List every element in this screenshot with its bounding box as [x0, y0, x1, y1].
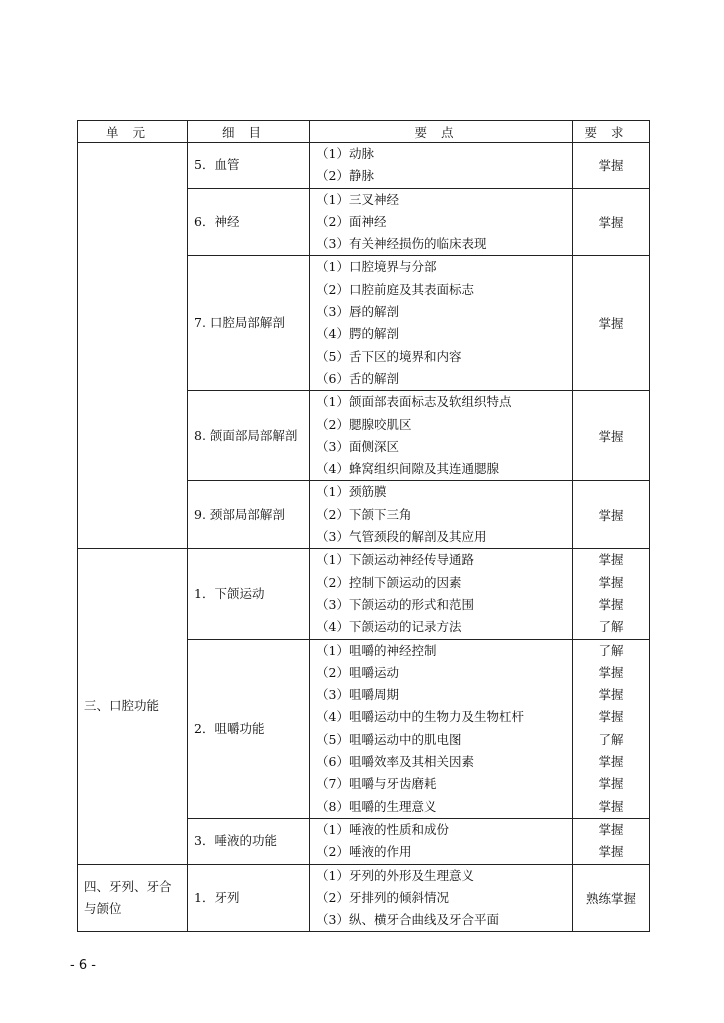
- point-item: （1）三叉神经: [316, 191, 399, 207]
- point-item: （1）唾液的性质和成份: [316, 821, 449, 837]
- requirement-cell: 熟练掌握: [573, 864, 650, 932]
- requirement-item: 了解: [598, 731, 624, 747]
- points-cell: [310, 818, 573, 864]
- requirement-cell: 掌握: [573, 481, 650, 549]
- unit-cell: 三、口腔功能: [78, 549, 188, 864]
- requirement-item: 掌握: [598, 709, 624, 725]
- requirement-item: 掌握: [598, 754, 624, 770]
- points-cell: [310, 391, 573, 481]
- point-item: （4）腭的解剖: [316, 326, 399, 342]
- header-unit: 单元: [78, 121, 188, 143]
- requirement-item: 了解: [598, 642, 624, 658]
- requirement-item: 掌握: [598, 844, 624, 860]
- points-cell: [310, 549, 573, 639]
- point-item: （2）静脉: [316, 168, 374, 184]
- point-item: （1）口腔境界与分部: [316, 259, 437, 275]
- point-item: （2）牙排列的倾斜情况: [316, 889, 449, 905]
- table-row: [78, 549, 650, 639]
- table-row: [78, 864, 650, 932]
- point-item: （4）咀嚼运动中的生物力及生物杠杆: [316, 709, 524, 725]
- detail-cell: 3．唾液的功能: [188, 818, 310, 864]
- requirement-cell: [573, 549, 650, 639]
- points-cell: [310, 143, 573, 189]
- point-item: （1）颈筋膜: [316, 484, 387, 500]
- points-cell: [310, 864, 573, 932]
- requirement-item: 了解: [598, 619, 624, 635]
- requirement-item: 掌握: [598, 552, 624, 568]
- point-item: （4）蜂窝组织间隙及其连通腮腺: [316, 461, 499, 477]
- requirement-cell: 掌握: [573, 391, 650, 481]
- requirement-item: 掌握: [598, 596, 624, 612]
- point-item: （1）牙列的外形及生理意义: [316, 867, 474, 883]
- header-requirement: 要求: [573, 121, 650, 143]
- point-item: （6）咀嚼效率及其相关因素: [316, 754, 474, 770]
- point-item: （2）面神经: [316, 213, 387, 229]
- unit-cell: [78, 143, 188, 549]
- point-item: （3）有关神经损伤的临床表现: [316, 236, 487, 252]
- point-item: （3）唇的解剖: [316, 304, 399, 320]
- requirement-item: 掌握: [598, 574, 624, 590]
- table-body: [78, 143, 650, 932]
- point-item: （2）下颌下三角: [316, 506, 412, 522]
- unit-cell: 四、牙列、牙合与颌位: [78, 864, 188, 932]
- point-item: （2）咀嚼运动: [316, 664, 399, 680]
- detail-cell: 7. 口腔局部解剖: [188, 256, 310, 391]
- detail-cell: 8. 颌面部局部解剖: [188, 391, 310, 481]
- point-item: （2）控制下颌运动的因素: [316, 574, 462, 590]
- point-item: （3）气管颈段的解剖及其应用: [316, 529, 487, 545]
- requirement-cell: 掌握: [573, 188, 650, 256]
- point-item: （8）咀嚼的生理意义: [316, 798, 437, 814]
- point-item: （1）颌面部表面标志及软组织特点: [316, 394, 512, 410]
- point-item: （1）咀嚼的神经控制: [316, 642, 437, 658]
- requirement-item: 掌握: [598, 798, 624, 814]
- points-cell: [310, 639, 573, 818]
- detail-cell: 6．神经: [188, 188, 310, 256]
- detail-cell: 9. 颈部局部解剖: [188, 481, 310, 549]
- requirement-item: 掌握: [598, 687, 624, 703]
- point-item: （3）面侧深区: [316, 438, 399, 454]
- point-item: （2）唾液的作用: [316, 844, 412, 860]
- header-points: 要点: [310, 121, 573, 143]
- point-item: （6）舌的解剖: [316, 370, 399, 386]
- requirement-item: 掌握: [598, 821, 624, 837]
- point-item: （5）舌下区的境界和内容: [316, 348, 462, 364]
- page-number: - 6 -: [70, 958, 96, 973]
- header-detail: 细目: [188, 121, 310, 143]
- points-cell: [310, 188, 573, 256]
- table-row: [78, 143, 650, 189]
- point-item: （7）咀嚼与牙齿磨耗: [316, 776, 437, 792]
- points-cell: [310, 481, 573, 549]
- syllabus-table: [77, 120, 650, 932]
- requirement-cell: 掌握: [573, 256, 650, 391]
- point-item: （5）咀嚼运动中的肌电图: [316, 731, 462, 747]
- detail-cell: 1．下颌运动: [188, 549, 310, 639]
- point-item: （3）下颌运动的形式和范围: [316, 596, 474, 612]
- points-cell: [310, 256, 573, 391]
- requirement-cell: [573, 818, 650, 864]
- detail-cell: 5．血管: [188, 143, 310, 189]
- detail-cell: 1．牙列: [188, 864, 310, 932]
- requirement-item: 掌握: [598, 664, 624, 680]
- requirement-cell: 掌握: [573, 143, 650, 189]
- point-item: （3）纵、横牙合曲线及牙合平面: [316, 912, 499, 928]
- header-row: [78, 121, 650, 143]
- point-item: （4）下颌运动的记录方法: [316, 619, 462, 635]
- point-item: （2）口腔前庭及其表面标志: [316, 281, 474, 297]
- point-item: （1）动脉: [316, 146, 374, 161]
- detail-cell: 2．咀嚼功能: [188, 639, 310, 818]
- point-item: （2）腮腺咬肌区: [316, 416, 412, 432]
- requirement-cell: [573, 639, 650, 818]
- point-item: （3）咀嚼周期: [316, 687, 399, 703]
- requirement-item: 掌握: [598, 776, 624, 792]
- point-item: （1）下颌运动神经传导通路: [316, 552, 474, 568]
